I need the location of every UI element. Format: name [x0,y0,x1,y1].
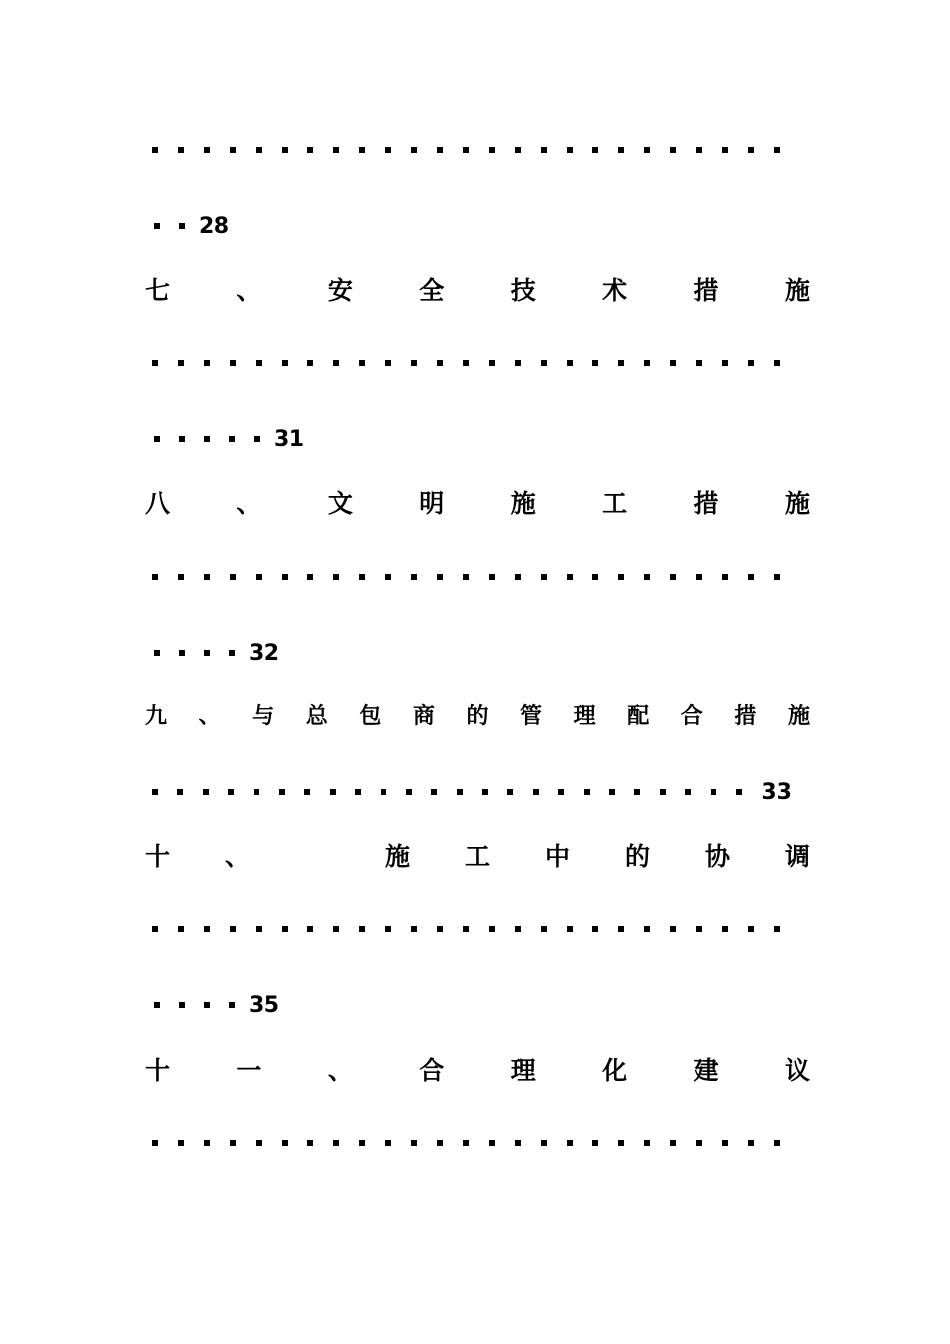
leader-dot [609,789,615,795]
heading-char: 安 [327,276,353,305]
leader-dot [489,147,495,153]
leader-dot [154,1002,160,1008]
toc-page-number [145,633,810,673]
leader-dot [463,1140,469,1146]
heading-char: 措 [693,276,719,305]
leader-dot [230,926,236,932]
leader-dot [533,789,539,795]
leader-dot [359,147,365,153]
leader-dot [381,789,387,795]
leader-dot [541,574,547,580]
toc-leader-dots [145,130,780,170]
leader-dot [696,574,702,580]
page-number-text: 35 [249,992,279,1018]
leader-dot [230,147,236,153]
leader-dot [282,574,288,580]
leader-dot [696,926,702,932]
heading-char: 包 [359,704,382,729]
toc-entry-heading[interactable] [145,484,810,524]
toc-leader-with-page [145,772,792,812]
leader-dot [385,574,391,580]
leader-dot [463,147,469,153]
leader-dot [411,147,417,153]
leader-dot [696,1140,702,1146]
heading-char: 理 [510,1056,536,1085]
leader-dot [152,574,158,580]
leader-dot [558,789,564,795]
heading-char: 合 [680,704,703,729]
heading-char: 总 [305,704,328,729]
leader-dot [774,147,780,153]
leader-dot [178,574,184,580]
heading-char: 措 [693,489,719,518]
leader-dot [722,147,728,153]
leader-dot [152,789,158,795]
heading-char: 协 [704,842,730,871]
toc-entry-heading[interactable] [145,837,810,877]
page-number-text: 33 [761,779,792,805]
leader-dot [229,650,235,656]
leader-dot [722,574,728,580]
leader-dot [152,1140,158,1146]
toc-page-number [145,985,810,1025]
leader-dot [177,789,183,795]
heading-char: 、 [198,704,221,729]
leader-dot [567,926,573,932]
leader-dot [204,1002,210,1008]
heading-char: 明 [419,489,445,518]
leader-dot [254,789,260,795]
leader-dot [618,1140,624,1146]
leader-dot [722,926,728,932]
leader-dot [489,574,495,580]
leader-dot [748,1140,754,1146]
leader-dot [359,926,365,932]
heading-char: 八 [145,489,171,518]
leader-dot [385,926,391,932]
leader-dot [437,926,443,932]
leader-dot [670,574,676,580]
leader-dot [711,789,717,795]
heading-char: 与 [252,704,275,729]
leader-dot [359,1140,365,1146]
leader-dot [670,926,676,932]
leader-dot [618,574,624,580]
leader-dot [333,574,339,580]
leader-dot [463,926,469,932]
leader-dot [179,436,185,442]
leader-dot [515,147,521,153]
leader-dot [204,1140,210,1146]
leader-dot [463,360,469,366]
leader-dot [670,147,676,153]
leader-dot [385,360,391,366]
leader-dot [282,1140,288,1146]
leader-dot [736,789,742,795]
toc-leader-dots [145,557,780,597]
heading-char: 化 [602,1056,628,1085]
leader-dot [256,574,262,580]
leader-dot [696,147,702,153]
heading-char: 、 [236,489,262,518]
leader-dot [204,360,210,366]
leader-dot [437,147,443,153]
heading-char: 九 [145,704,168,729]
leader-dot [618,926,624,932]
leader-dot [507,789,513,795]
toc-page-number [145,419,810,459]
toc-leader-dots [145,343,780,383]
heading-char: 议 [784,1056,810,1085]
leader-dot [178,147,184,153]
leader-dot [515,1140,521,1146]
leader-dot [618,360,624,366]
leader-dot [304,789,310,795]
leader-dot [489,360,495,366]
leader-dot [333,1140,339,1146]
leader-dot [541,147,547,153]
leader-dot [748,147,754,153]
leader-dot [204,926,210,932]
leader-dot [644,574,650,580]
leader-dot [229,1002,235,1008]
leader-dot [515,360,521,366]
leader-dot [256,147,262,153]
leader-dot [230,574,236,580]
leader-dot [333,926,339,932]
heading-char: 配 [627,704,650,729]
leader-dot [592,574,598,580]
leader-dot [748,926,754,932]
leader-dot [411,574,417,580]
toc-entry-heading[interactable] [145,697,810,737]
leader-dot [154,223,160,229]
leader-dot [385,1140,391,1146]
leader-dot [482,789,488,795]
leader-dot [359,360,365,366]
leader-dot [330,789,336,795]
leader-dot [256,1140,262,1146]
leader-dot [178,926,184,932]
toc-entry-heading[interactable] [145,1051,810,1091]
leader-dot [179,1002,185,1008]
leader-dot [541,1140,547,1146]
leader-dot [634,789,640,795]
heading-char: 理 [573,704,596,729]
leader-dot [748,574,754,580]
leader-dot [254,436,260,442]
leader-dot [592,147,598,153]
leader-dot [567,360,573,366]
leader-dot [179,223,185,229]
leader-dot [722,360,728,366]
toc-leader-dots [145,909,780,949]
leader-dot [748,360,754,366]
leader-dot [411,360,417,366]
leader-dot [644,360,650,366]
leader-dot [154,650,160,656]
heading-char: 的 [466,704,489,729]
leader-dot [282,360,288,366]
heading-char: 调 [784,842,810,871]
leader-dot [204,574,210,580]
leader-dot [489,926,495,932]
leader-dot [333,360,339,366]
leader-dot [567,1140,573,1146]
leader-dot [178,1140,184,1146]
leader-dot [567,574,573,580]
heading-char: 文 [327,489,353,518]
leader-dot [437,1140,443,1146]
heading-char: 管 [520,704,543,729]
heading-char: 十 [145,1056,171,1085]
leader-dot [355,789,361,795]
heading-char: 、 [225,842,251,871]
leader-dot [204,436,210,442]
heading-char: 术 [602,276,628,305]
leader-dot [256,360,262,366]
leader-dot [685,789,691,795]
leader-dot [230,360,236,366]
leader-dot [670,360,676,366]
heading-char: 、 [236,276,262,305]
leader-dot [592,1140,598,1146]
leader-dot [307,1140,313,1146]
heading-char: 七 [145,276,171,305]
leader-dot [203,789,209,795]
leader-dot [774,926,780,932]
leader-dot [333,147,339,153]
leader-dot [385,147,391,153]
heading-char: 施 [510,489,536,518]
leader-dot [256,926,262,932]
heading-char: 建 [693,1056,719,1085]
leader-dot [774,1140,780,1146]
heading-char: 施 [784,489,810,518]
heading-char: 施 [784,276,810,305]
leader-dot [152,360,158,366]
leader-dot [152,147,158,153]
leader-dot [431,789,437,795]
leader-dot [592,926,598,932]
heading-char: 措 [734,704,757,729]
leader-dot [228,789,234,795]
leader-dot [774,574,780,580]
leader-dot [406,789,412,795]
heading-char: 商 [412,704,435,729]
leader-dot [644,926,650,932]
leader-dot [722,1140,728,1146]
leader-dot [152,926,158,932]
page-number-text: 31 [274,426,304,452]
leader-dot [437,360,443,366]
leader-dot [179,650,185,656]
leader-dot [154,436,160,442]
toc-leader-dots [145,1123,780,1163]
leader-dot [541,926,547,932]
heading-char: 施 [787,704,810,729]
leader-dot [437,574,443,580]
leader-dot [411,1140,417,1146]
leader-dot [644,147,650,153]
heading-char: 中 [544,842,570,871]
toc-entry-heading[interactable] [145,271,810,311]
leader-dot [584,789,590,795]
page-number-text: 28 [199,213,229,239]
leader-dot [204,147,210,153]
leader-dot [307,360,313,366]
leader-dot [307,574,313,580]
heading-char: 工 [602,489,628,518]
leader-dot [670,1140,676,1146]
leader-dot [463,574,469,580]
leader-dot [592,360,598,366]
leader-dot [696,360,702,366]
leader-dot [229,436,235,442]
heading-char: 、 [327,1056,353,1085]
heading-char: 一 [236,1056,262,1085]
heading-char: 全 [419,276,445,305]
heading-char: 合 [419,1056,445,1085]
toc-page-number [145,206,810,246]
leader-dot [489,1140,495,1146]
heading-char: 技 [510,276,536,305]
leader-dot [178,360,184,366]
leader-dot [204,650,210,656]
leader-dot [282,147,288,153]
leader-dot [411,926,417,932]
heading-char: 工 [464,842,490,871]
leader-dot [644,1140,650,1146]
leader-dot [515,926,521,932]
leader-dot [307,926,313,932]
leader-dot [279,789,285,795]
leader-dot [774,360,780,366]
heading-char: 施 [384,842,410,871]
leader-dot [359,574,365,580]
leader-dot [282,926,288,932]
leader-dot [618,147,624,153]
leader-dot [457,789,463,795]
leader-dot [541,360,547,366]
leader-dot [660,789,666,795]
leader-dot [307,147,313,153]
page-number-text: 32 [249,640,279,666]
heading-char: 的 [624,842,650,871]
leader-dot [515,574,521,580]
leader-dot [230,1140,236,1146]
leader-dot [567,147,573,153]
heading-char: 十 [145,842,171,871]
